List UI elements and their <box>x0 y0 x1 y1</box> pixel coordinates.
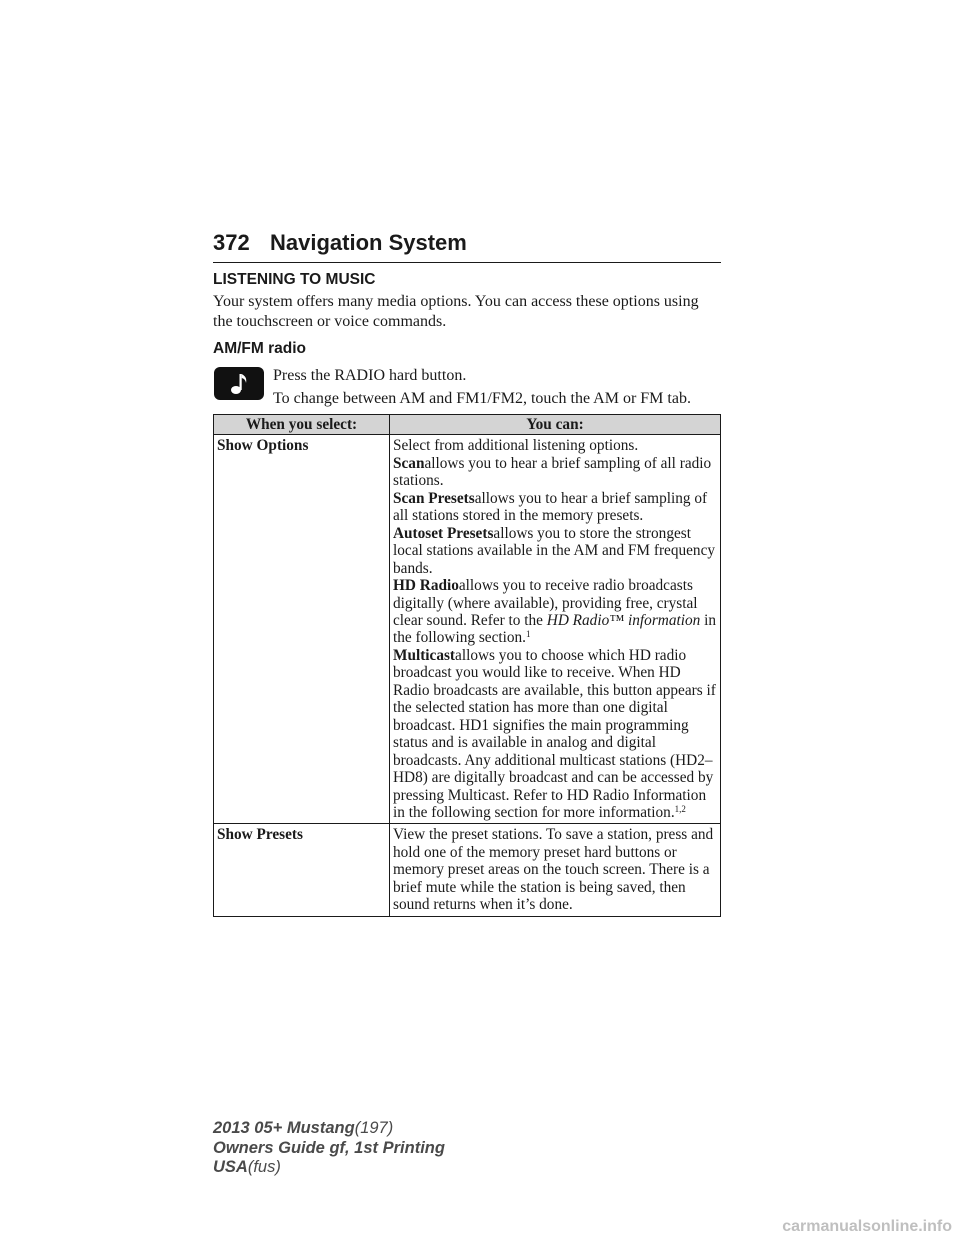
option-description <box>393 826 717 913</box>
footer-model-line <box>213 1119 445 1139</box>
option-text: allows you to hear a brief sampling of all radio stations. <box>393 454 712 490</box>
page-header <box>213 226 721 263</box>
footer-market-line <box>213 1158 445 1178</box>
footer-model-code: (197) <box>354 1119 394 1137</box>
footnote-marker: 1 <box>525 629 531 640</box>
option-term: Scan Presets <box>393 489 475 507</box>
option-description <box>393 525 717 577</box>
option-description <box>393 455 717 490</box>
footer <box>213 1119 445 1178</box>
table-cell-select: Show Presets <box>214 824 390 916</box>
radio-step-press: Press the RADIO hard button. <box>273 367 467 384</box>
footer-guide: Owners Guide gf, 1st Printing <box>213 1138 445 1157</box>
intro-paragraph: Your system offers many media options. You can access these options using the touchscreen or voice commands. <box>213 293 699 330</box>
footer-market-code: (fus) <box>247 1158 281 1176</box>
option-term: Scan <box>393 454 425 472</box>
radio-step-change-band: To change between AM and FM1/FM2, touch the AM or FM tab. <box>273 390 691 407</box>
section-heading: LISTENING TO MUSIC <box>213 271 376 288</box>
footnote-marker: 1,2 <box>674 803 686 814</box>
option-text: allows you to store the strongest local stations available in the AM and FM frequency bands. <box>393 524 716 577</box>
footer-model: 2013 05+ Mustang <box>213 1119 355 1137</box>
table-row <box>214 824 721 916</box>
table-row <box>214 435 721 824</box>
option-description <box>393 647 717 822</box>
music-note-icon <box>214 367 264 400</box>
radio-heading: AM/FM radio <box>213 340 306 357</box>
column-header-select: When you select: <box>214 415 390 435</box>
option-text: View the preset stations. To save a station, press and hold one of the memory preset hard buttons or memory preset areas on the touch screen. There is a brief mute while the station is being saved, then sound returns when it’s done. <box>393 826 714 914</box>
table-cell-description <box>390 435 721 824</box>
table-cell-description <box>390 824 721 916</box>
table-header-row <box>214 415 721 435</box>
option-description <box>393 437 717 454</box>
option-text: Select from additional listening options. <box>393 437 639 455</box>
option-description <box>393 490 717 525</box>
option-reference: HD Radio™ information <box>546 611 701 629</box>
footer-market: USA <box>213 1158 248 1176</box>
option-term: Multicast <box>393 646 456 664</box>
option-term: Autoset Presets <box>393 524 494 542</box>
option-description <box>393 577 717 647</box>
feature-table <box>213 414 721 917</box>
page-title: Navigation System <box>270 230 467 255</box>
table-cell-select: Show Options <box>214 435 390 824</box>
option-text-after: in the following section. <box>393 611 717 647</box>
option-text: allows you to receive radio broadcasts digitally (where available), providing free, crystal clear sound. Refer to the <box>393 577 698 629</box>
column-header-action: You can: <box>390 415 721 435</box>
page-number: 372 <box>213 230 250 255</box>
option-term: HD Radio <box>393 577 459 595</box>
watermark: carmanualsonline.info <box>782 1218 952 1235</box>
option-text: allows you to choose which HD radio broadcast you would like to receive. When HD Radio broadcasts are available, this button appears if the selected station has more than one digital broadcast. HD1 signifies the main programming status and is available in analog and digital broadcasts. Any additional multicast stations (HD2–HD8) are digitally broadcast and can be accessed by pressing Multicast. Refer to HD Radio Information in the following section for more information. <box>393 646 716 821</box>
option-text: allows you to hear a brief sampling of all stations stored in the memory presets. <box>393 489 708 525</box>
